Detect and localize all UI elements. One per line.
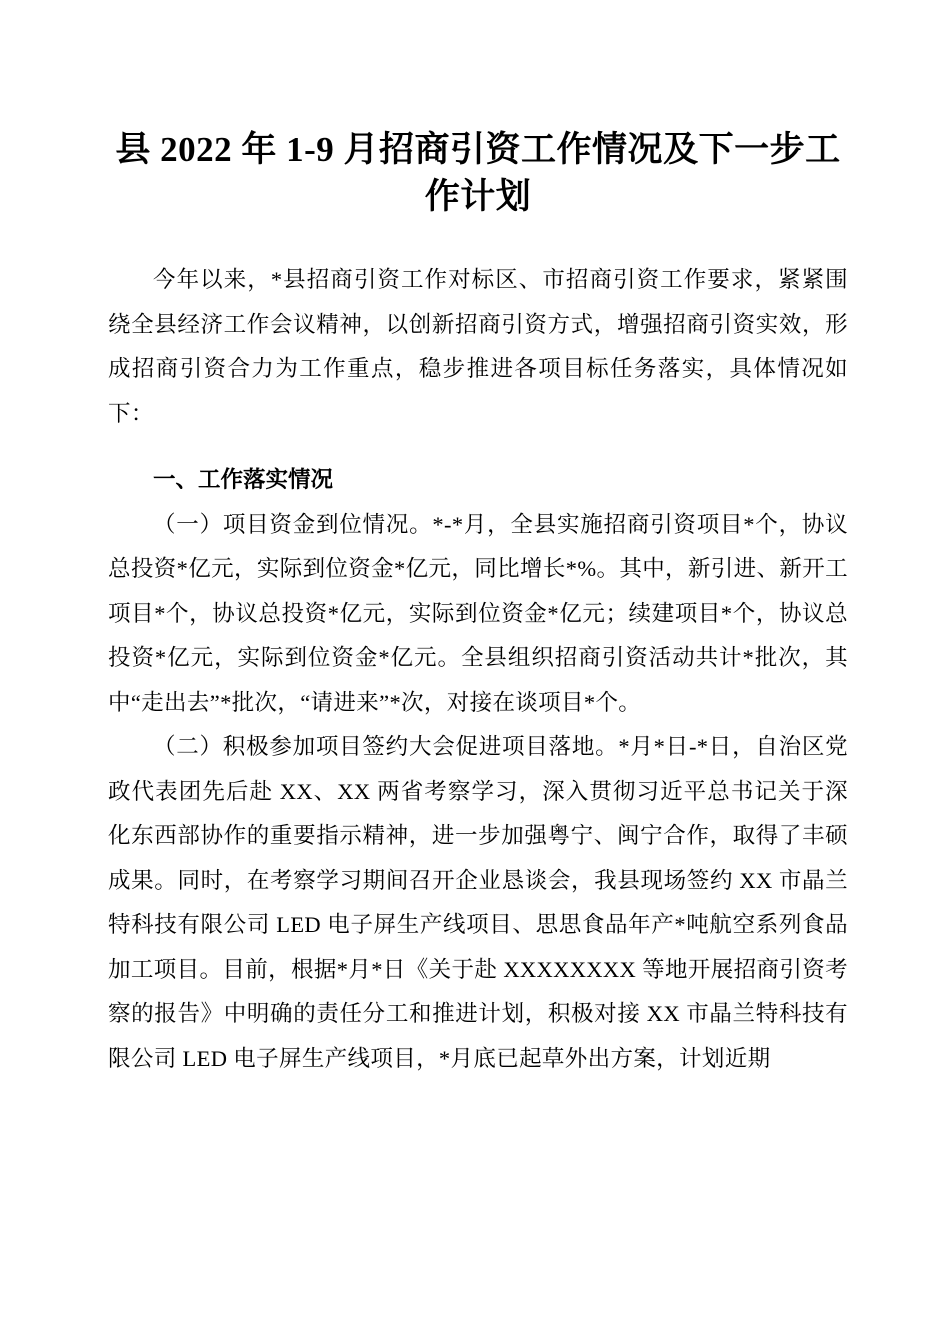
subsection-paragraph-project-funds: （一）项目资金到位情况。*-*月，全县实施招商引资项目*个，协议总投资*亿元，实际到位资金*亿元，同比增长*%。其中，新引进、新开工项目*个，协议总投资*亿元，实际到位资金*亿元；续建项目*个，协议总投资*亿元，实际到位资金*亿元。全县组织招商引资活动共计*批次，其中“走出去”*批次，“请进来”*次，对接在谈项目*个。 xyxy=(108,511,848,715)
section-heading-work-implementation: 一、工作落实情况 xyxy=(153,467,334,492)
page-title: 县 2022 年 1-9 月招商引资工作情况及下一步工作计划 xyxy=(115,130,841,216)
subsection-paragraph-signing-conference: （二）积极参加项目签约大会促进项目落地。*月*日-*日，自治区党政代表团先后赴 XX、XX 两省考察学习，深入贯彻习近平总书记关于深化东西部协作的重要指示精神，进一步加强粤宁、闽宁合作，取得了丰硕成果。同时，在考察学习期间召开企业恳谈会，我县现场签约 XX 市晶兰特科技有限公司 LED 电子屏生产线项目、思思食品年产*吨航空系列食品加工项目。目前，根据*月*日《关于赴 XXXXXXXX 等地开展招商引资考察的报告》中明确的责任分工和推进计划，积极对接 XX 市晶兰特科技有限公司 LED 电子屏生产线项目，*月底已起草外出方案，计划近期 xyxy=(108,734,848,1071)
intro-paragraph: 今年以来，*县招商引资工作对标区、市招商引资工作要求，紧紧围绕全县经济工作会议精神，以创新招商引资方式，增强招商引资实效，形成招商引资合力为工作重点，稳步推进各项目标任务落实，具体情况如下： xyxy=(108,267,848,426)
document-body xyxy=(108,0,848,1081)
